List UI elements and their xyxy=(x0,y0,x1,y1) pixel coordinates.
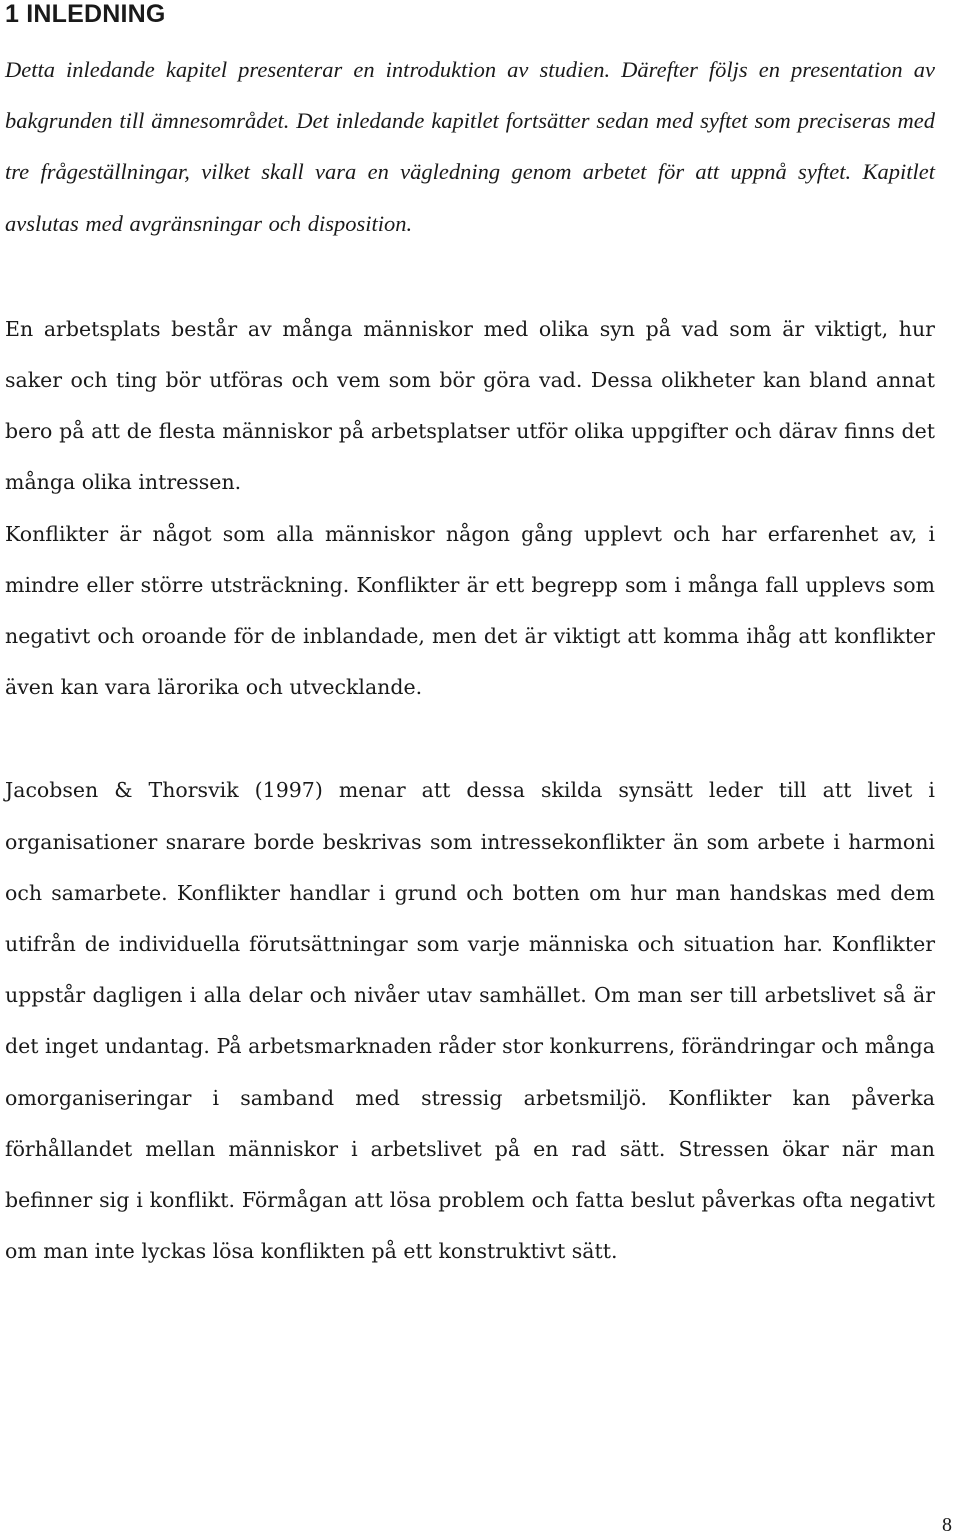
intro-paragraph: Detta inledande kapitel presenterar en introduktion av studien. Därefter följs en presentation av bakgrunden till ämnesområdet. Det inledande kapitlet fortsätter sedan med syftet som preciseras med tre frågeställningar, vilket skall vara en vägledning genom arbetet för att uppnå syftet. Kapitlet avslutas med avgränsningar och disposition. xyxy=(5,57,935,236)
body-paragraph-2: Konflikter är något som alla människor någon gång upplevt och har erfarenhet av, i mindre eller större utsträckning. Konflikter är ett begrepp som i många fall upplevs som negativt och oroande för de inblandade, men det är viktigt att komma ihåg att konflikter även kan vara lärorika och utvecklande. xyxy=(5,521,935,700)
document-page xyxy=(5,0,935,1277)
body-paragraph-3: Jacobsen & Thorsvik (1997) menar att dessa skilda synsätt leder till att livet i organisationer snarare borde beskrivas som intressekonflikter än som arbete i harmoni och samarbete. Konflikter handlar i grund och botten om hur man handskas med dem utifrån de individuella förutsättningar som varje människa och situation har. Konflikter uppstår dagligen i alla delar och nivåer utav samhället. Om man ser till arbetslivet så är det inget undantag. På arbetsmarknaden råder stor konkurrens, förändringar och många omorganiseringar i samband med stressig arbetsmiljö. Konflikter kan påverka förhållandet mellan människor i arbetslivet på en rad sätt. Stressen ökar när man befinner sig i konflikt. Förmågan att lösa problem och fatta beslut påverkas ofta negativt om man inte lyckas lösa konflikten på ett konstruktivt sätt. xyxy=(5,778,935,1264)
page-number: 8 xyxy=(942,1514,952,1536)
chapter-heading: 1 INLEDNING xyxy=(5,0,166,28)
body-paragraph-1: En arbetsplats består av många människor med olika syn på vad som är viktigt, hur saker och ting bör utföras och vem som bör göra vad. Dessa olikheter kan bland annat bero på att de flesta människor på arbetsplatser utför olika uppgifter och därav finns det många olika intressen. xyxy=(5,316,935,495)
